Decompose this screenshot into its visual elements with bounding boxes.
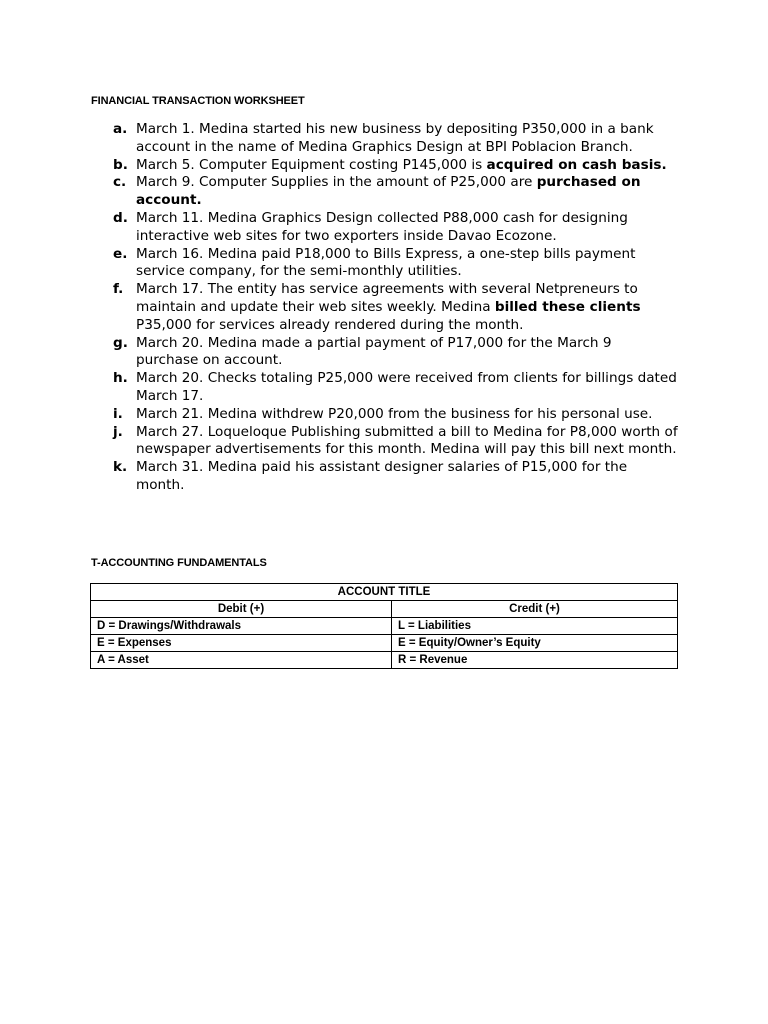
list-item-letter: j. — [113, 423, 123, 440]
list-item-letter: k. — [113, 459, 128, 476]
table-row — [91, 618, 678, 635]
list-item — [0, 281, 768, 334]
credit-cell: E = Equity/Owner’s Equity — [392, 635, 678, 652]
debit-cell: E = Expenses — [91, 635, 392, 652]
list-item-letter: i. — [113, 405, 123, 422]
list-item-text: March 17. The entity has service agreements with several Netpreneurs to maintain and update their web sites weekly. Medina — [136, 281, 638, 315]
list-item — [0, 246, 768, 282]
list-item — [0, 406, 768, 424]
credit-cell: R = Revenue — [392, 652, 678, 669]
list-item — [0, 424, 768, 460]
list-item-text: March 5. Computer Equipment costing P145,000 is — [136, 156, 487, 173]
list-item-text: March 11. Medina Graphics Design collected P88,000 cash for designing interactive web sites for two exporters inside Davao Ecozone. — [136, 209, 628, 244]
list-item-text: March 27. Loqueloque Publishing submitted a bill to Medina for P8,000 worth of newspaper advertisements for this month. Medina will pay this bill next month. — [136, 423, 678, 458]
list-item-text: March 16. Medina paid P18,000 to Bills Express, a one-step bills payment service company, for the semi-monthly utilities. — [136, 245, 636, 280]
list-item — [0, 210, 768, 246]
list-item — [0, 370, 768, 406]
list-item — [0, 121, 768, 157]
list-item — [0, 157, 768, 175]
table-row — [91, 652, 678, 669]
list-item-letter: e. — [113, 245, 128, 262]
list-item — [0, 174, 768, 210]
list-item-text: March 31. Medina paid his assistant designer salaries of P15,000 for the month. — [136, 459, 628, 493]
debit-header: Debit (+) — [91, 601, 392, 618]
list-item-letter: h. — [113, 370, 128, 387]
debit-cell: D = Drawings/Withdrawals — [91, 618, 392, 635]
table-title-row — [91, 584, 678, 601]
list-item-letter: a. — [113, 121, 128, 137]
list-item-text: March 9. Computer Supplies in the amount of P25,000 are — [136, 174, 537, 191]
credit-cell: L = Liabilities — [392, 618, 678, 635]
worksheet-title: FINANCIAL TRANSACTION WORKSHEET — [91, 95, 305, 107]
emphasized-text: billed these clients — [494, 298, 641, 315]
transaction-list — [0, 121, 768, 495]
list-item-letter: b. — [113, 156, 128, 173]
list-item-text: March 20. Medina made a partial payment of P17,000 for the March 9 purchase on account. — [136, 334, 612, 369]
list-item-text: P35,000 for services already rendered during the month. — [136, 316, 524, 333]
credit-header: Credit (+) — [392, 601, 678, 618]
account-title-header: ACCOUNT TITLE — [91, 584, 678, 601]
list-item — [0, 459, 768, 495]
debit-cell: A = Asset — [91, 652, 392, 669]
list-item-text: March 1. Medina started his new business by depositing P350,000 in a bank account in the name of Medina Graphics Design at BPI Poblacion Branch. — [136, 121, 654, 155]
emphasized-text: purchased on account. — [136, 174, 641, 209]
list-item-text: March 21. Medina withdrew P20,000 from the business for his personal use. — [136, 405, 653, 422]
t-account-table — [90, 583, 678, 669]
list-item-letter: c. — [113, 174, 127, 191]
list-item-letter: d. — [113, 209, 128, 226]
list-item-letter: g. — [113, 334, 128, 351]
t-accounting-title: T-ACCOUNTING FUNDAMENTALS — [91, 557, 267, 569]
list-item — [0, 335, 768, 371]
list-item-letter: f. — [113, 281, 124, 298]
table-header-row — [91, 601, 678, 618]
table-row — [91, 635, 678, 652]
list-item-text: March 20. Checks totaling P25,000 were received from clients for billings dated March 17. — [136, 370, 677, 404]
emphasized-text: acquired on cash basis. — [486, 156, 667, 173]
